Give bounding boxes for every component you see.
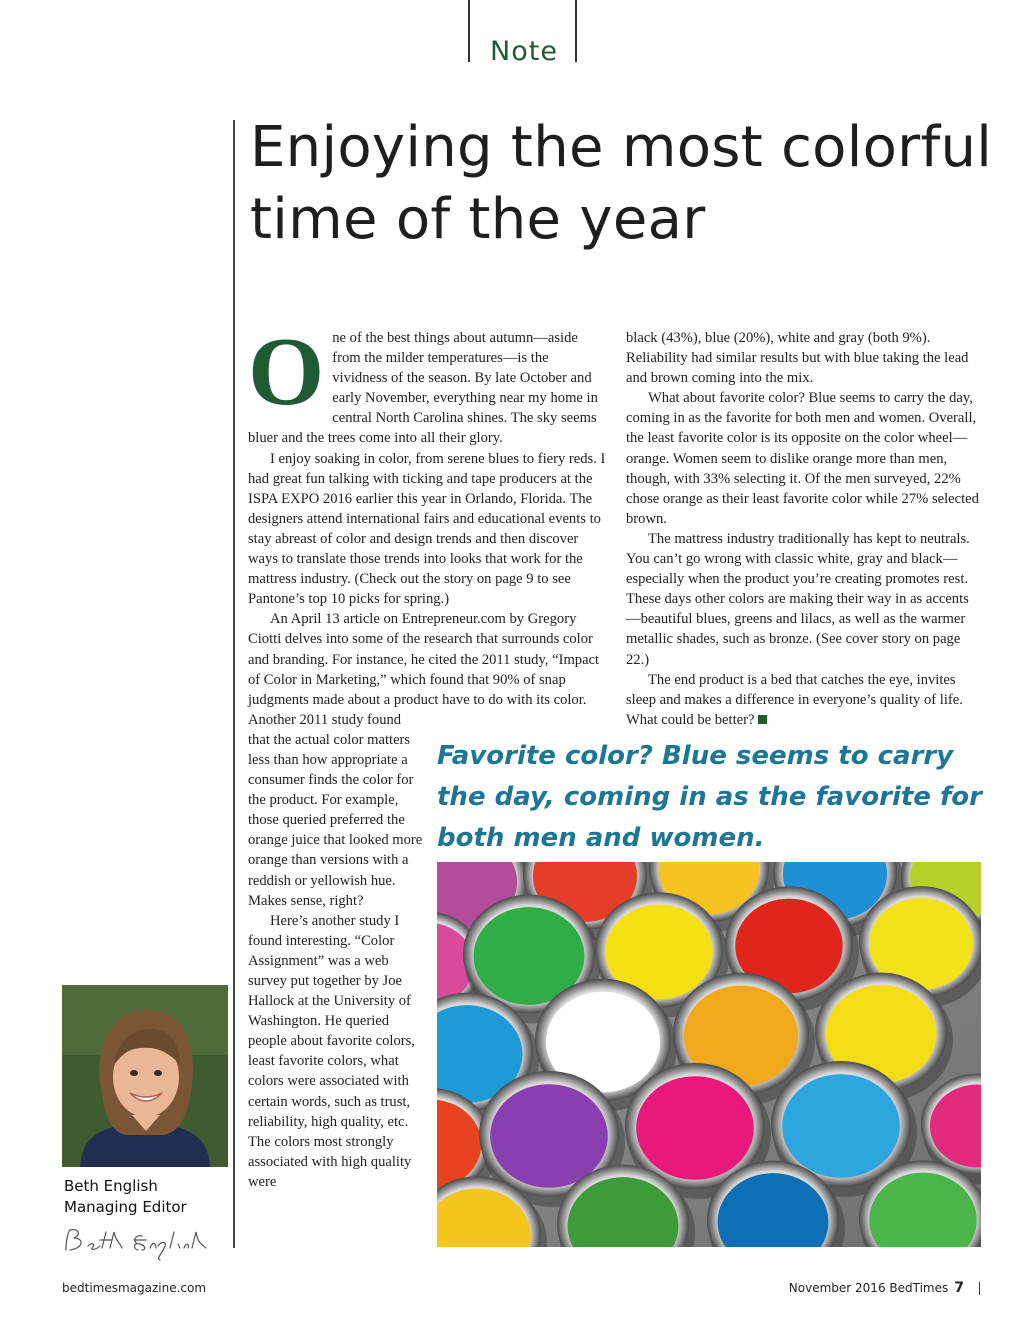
paint-surface	[490, 1084, 608, 1188]
author-name: Beth English	[64, 1177, 158, 1195]
closing-text: The end product is a bed that catches the eye, invites sleep and makes a difference in everyone’s quality of life. What could be better?	[626, 671, 963, 728]
paint-surface	[782, 1074, 900, 1178]
paint-cans-photo	[437, 862, 981, 1247]
issue-footer	[789, 1280, 964, 1296]
narrow-text-block	[248, 710, 424, 1192]
drop-cap: O	[248, 318, 325, 426]
column-divider	[233, 120, 235, 1248]
author-role: Managing Editor	[64, 1198, 187, 1216]
page-number: 7	[954, 1280, 964, 1296]
paragraph: I enjoy soaking in color, from serene blues to fiery reds. I had great fun talking with ticking and tape producers at the ISPA EXPO 2016 earlier this year in Orlando, Florida. The designers attend international fairs and educational events to stay abreast of color and design trends and then discover ways to translate those trends into looks that work for the mattress industry. (Check out the story on page 9 to see Pantone’s top 10 picks for spring.)	[248, 450, 606, 608]
paragraph: The mattress industry traditionally has kept to neutrals. You can’t go wrong with classic white, gray and black—especially when the product you’re creating promotes rest. These days other colors are making their way in as accents—beautiful blues, greens and lilacs, as well as the warmer metallic shades, such as bronze. (See cover story on page 22.)	[626, 530, 970, 668]
paragraph: What about favorite color? Blue seems to carry the day, coming in as the favorite for both men and women. Overall, the least favorite color is its opposite on the color wheel—orange. Women seem to dislike orange more than men, though, with 33% selecting it. Of the men surveyed, 22% chose orange as their least favorite color while 27% selected brown.	[626, 390, 979, 527]
paragraph: An April 13 article on Entrepreneur.com by Gregory Ciotti delves into some of the research that surrounds color and branding. For instance, he cited the 2011 study, “Impact of Color in Marketing,” which found that 90% of snap judgments made about a product have to do with its color.	[248, 611, 600, 708]
header-rule-left	[468, 0, 470, 62]
issue-label: November 2016 BedTimes	[788, 1281, 949, 1295]
article-column-2	[626, 328, 982, 730]
section-label: Note	[490, 36, 558, 67]
paint-surface	[636, 1076, 754, 1180]
pull-quote: Favorite color? Blue seems to carry the day, coming in as the favorite for both men and women.	[437, 741, 982, 853]
paragraph	[626, 670, 982, 730]
website-url[interactable]: bedtimesmagazine.com	[62, 1281, 207, 1295]
author-signature	[60, 1222, 230, 1262]
footer-rule	[979, 1282, 980, 1295]
paragraph: Another 2011 study found that the actual color matters less than how appropriate a consumer finds the color for the product. For example, those queried preferred the orange juice that looked more orange than versions with a reddish or yellowish hue. Makes sense, right?	[248, 711, 423, 909]
paragraph: ne of the best things about autumn—aside from the milder temperatures—is the vividness of the season. By late October and early November, everything near my home in central North Carolina shines. The sky seems bluer and the trees come into all their glory.	[248, 330, 598, 447]
end-mark-icon	[758, 715, 767, 724]
paragraph: Here’s another study I found interesting. “Color Assignment” was a web survey put together by Joe Hallock at the University of Washington. He queried people about favorite colors, least favorite colors, what colors were associated with certain words, such as trust, reliability, high quality, etc. The colors most strongly associated with high quality were	[248, 912, 415, 1190]
article-title: Enjoying the most colorful time of the year	[250, 115, 993, 252]
paragraph: black (43%), blue (20%), white and gray (both 9%). Reliability had similar results but with blue taking the lead and brown coming into the mix.	[626, 330, 969, 387]
author-portrait	[62, 985, 228, 1167]
